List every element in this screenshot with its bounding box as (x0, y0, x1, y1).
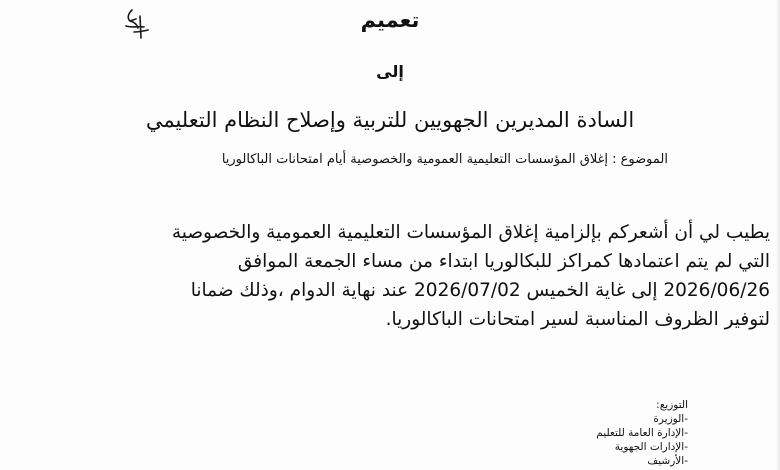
addressee-line: السادة المديرين الجهويين للتربية وإصلاح النظام التعليمي (145, 108, 635, 132)
body-line: التي لم يتم اعتمادها كمراكز للبكالوريا ابتداء من مساء الجمعة الموافق (237, 251, 770, 272)
body-line: لتوفير الظروف المناسبة لسير امتحانات الباكالوريا. (385, 309, 770, 330)
distribution-item: -الإدارات الجهوية (614, 441, 688, 453)
distribution-item: -الإدارة العامة للتعليم (596, 427, 688, 439)
distribution-item: -الأرشيف (647, 455, 688, 467)
distribution-label: التوزيع: (656, 399, 688, 411)
to-label: إلى (376, 62, 404, 81)
scan-edge-shadow (776, 0, 780, 470)
subject-line: الموضوع : إغلاق المؤسسات التعليمية العمومية والخصوصية أيام امتحانات الباكالوريا (221, 152, 668, 167)
distribution-list (596, 398, 688, 468)
body-paragraph (70, 218, 770, 334)
body-line: يطيب لي أن أشعركم بإلزامية إغلاق المؤسسات التعليمية العمومية والخصوصية (171, 222, 770, 243)
distribution-item: -الوزيرة (653, 413, 688, 425)
body-line: 2026/06/26 إلى غاية الخميس 2026/07/02 عند نهاية الدوام ،وذلك ضمانا (190, 280, 770, 301)
document-title: تعميم (360, 8, 420, 32)
